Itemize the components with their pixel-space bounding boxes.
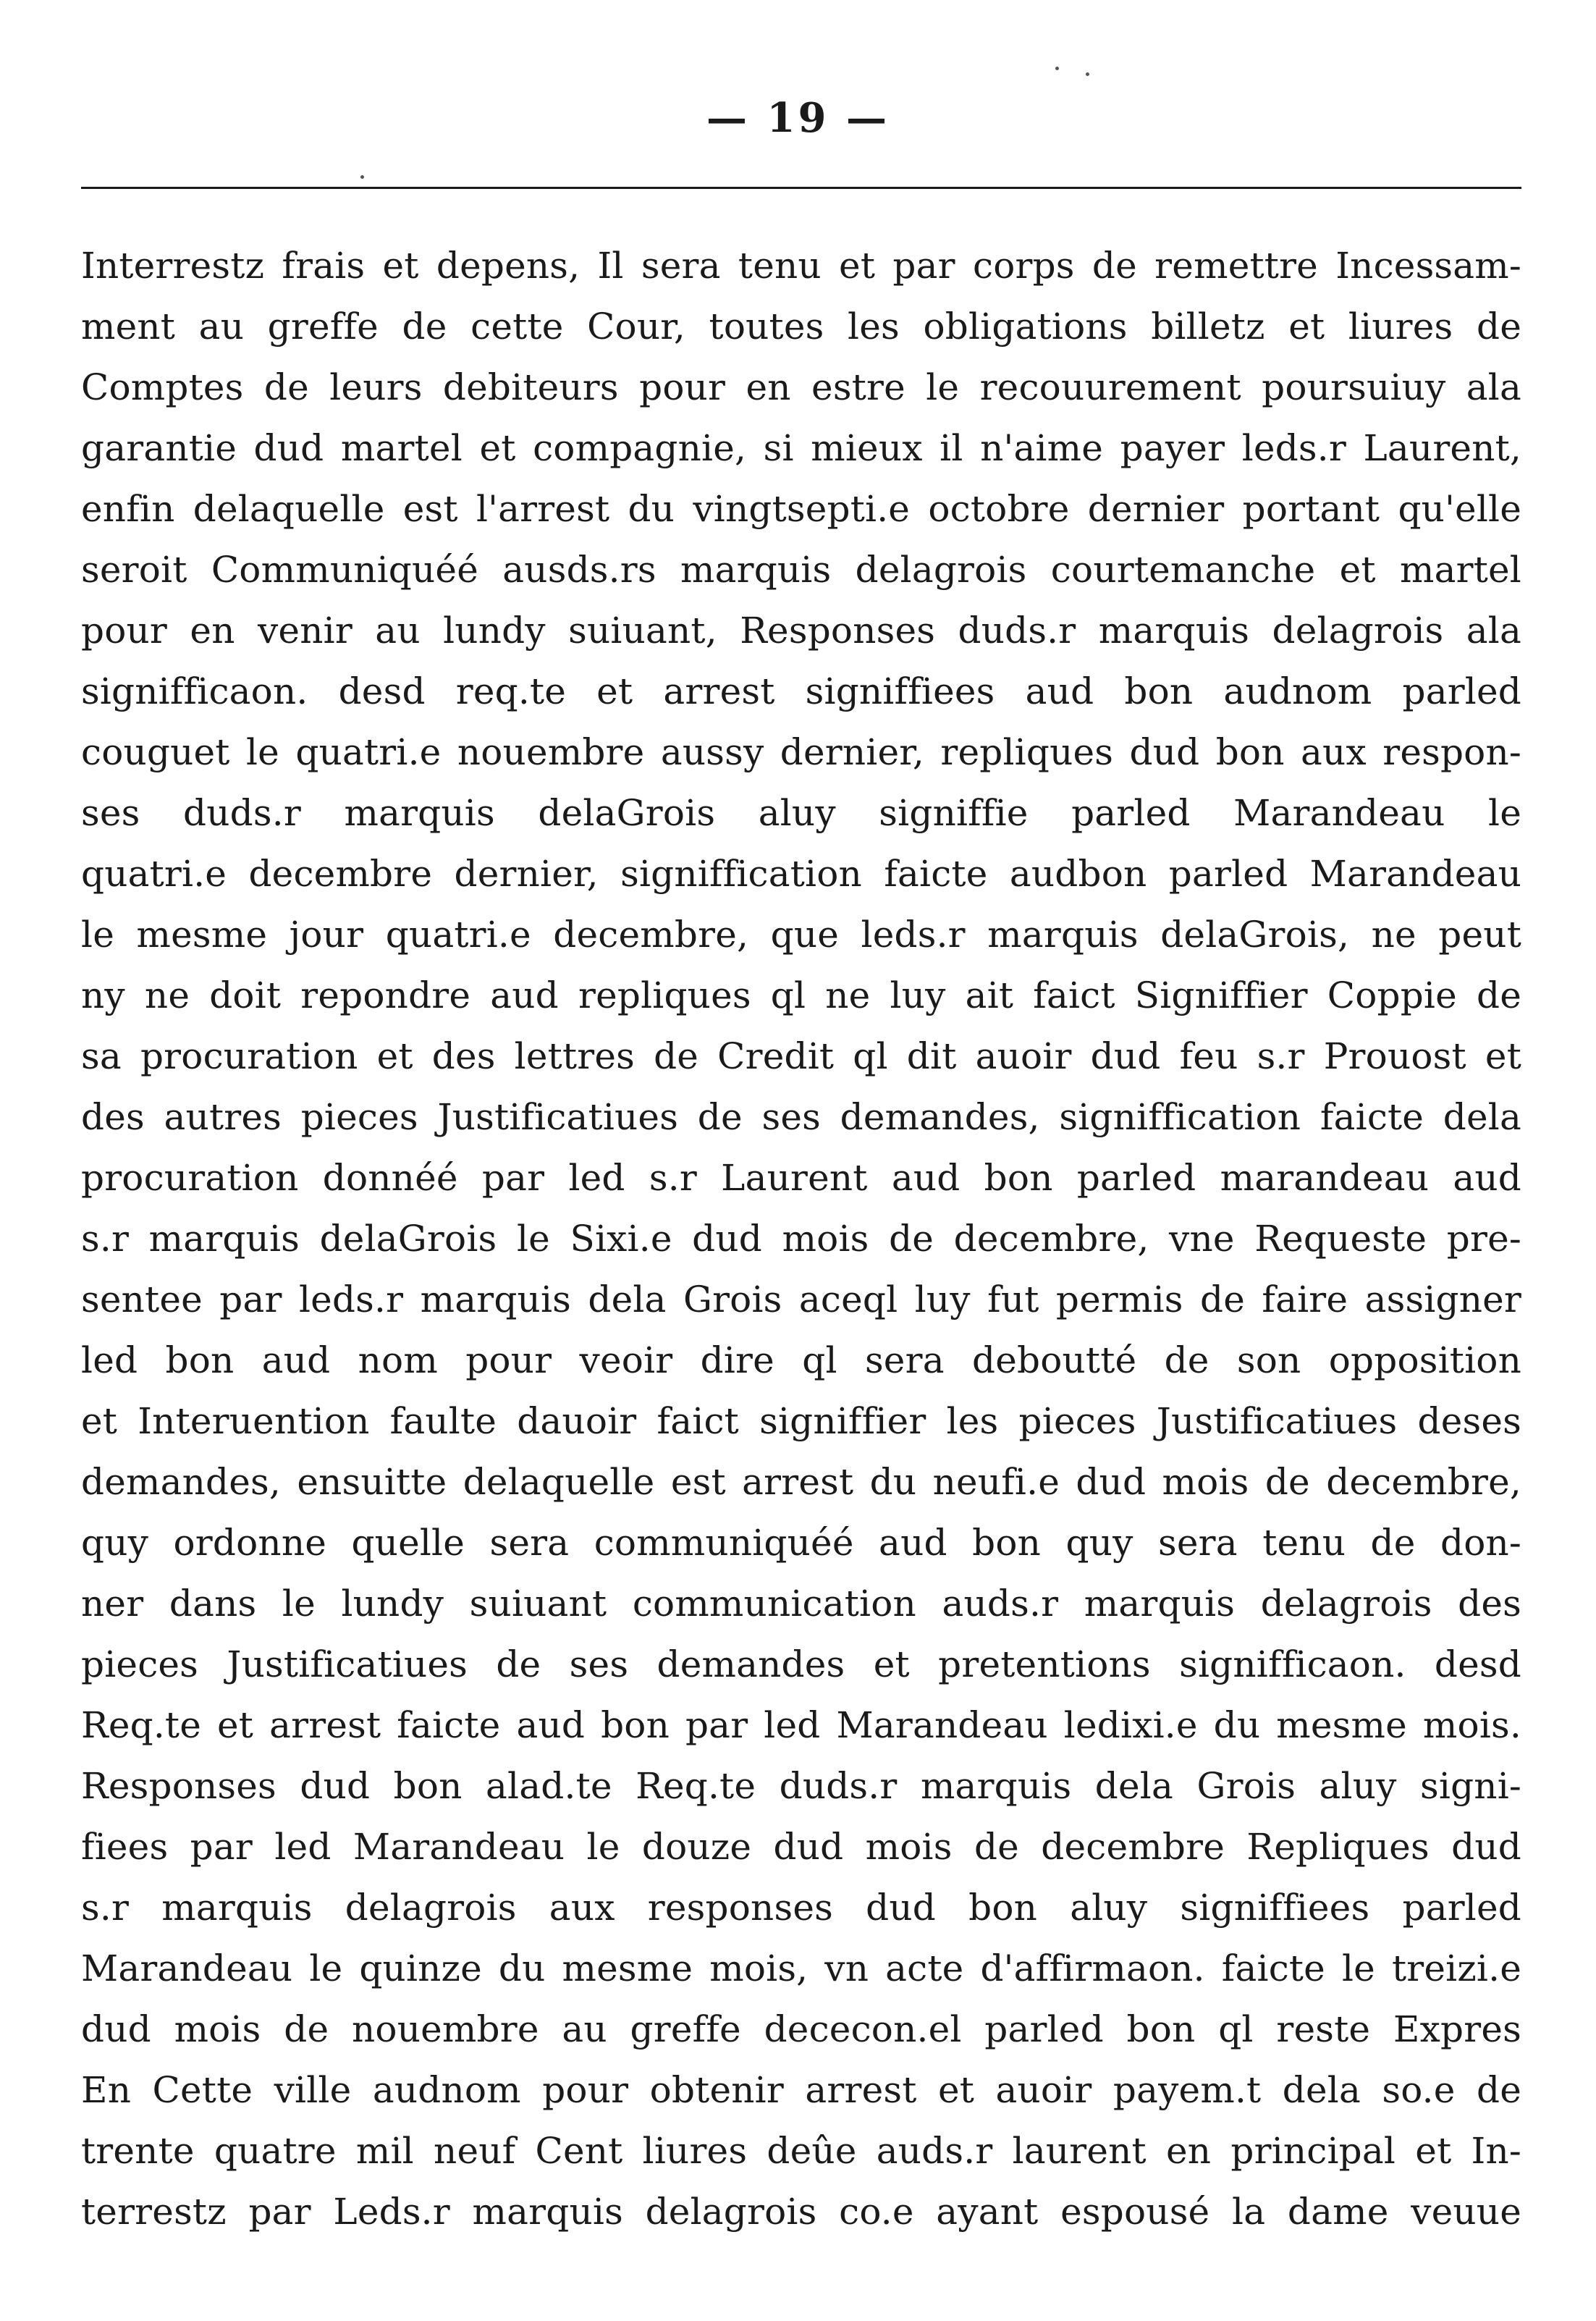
print-speck [1086,72,1089,76]
text-line: seroit Communiquéé ausds.rs marquis delagrois courtemanche et martel [81,549,1521,591]
text-line: En Cette ville audnom pour obtenir arrest et auoir payem.t dela so.e de [81,2069,1521,2111]
text-line: ner dans le lundy suiuant communication auds.r marquis delagrois des [81,1583,1521,1625]
text-line: des autres pieces Justificatiues de ses demandes, signiffication faicte dela [81,1096,1521,1138]
text-line: pour en venir au lundy suiuant, Responses duds.r marquis delagrois ala [81,610,1521,652]
text-line: ses duds.r marquis delaGrois aluy signiffie parled Marandeau le [81,792,1521,834]
text-line: led bon aud nom pour veoir dire ql sera deboutté de son opposition [81,1339,1521,1381]
text-line: pieces Justificatiues de ses demandes et pretentions signifficaon. desd [81,1643,1521,1685]
text-line: et Interuention faulte dauoir faict signiffier les pieces Justificatiues deses [81,1400,1521,1442]
page-number: — 19 — [706,94,890,142]
text-line: Marandeau le quinze du mesme mois, vn acte d'affirmaon. faicte le treizi.e [81,1947,1521,1989]
text-line: sentee par leds.r marquis dela Grois aceql luy fut permis de faire assigner [81,1279,1521,1320]
print-speck [1055,67,1059,70]
header-rule [81,187,1521,189]
text-line: demandes, ensuitte delaquelle est arrest du neufi.e dud mois de decembre, [81,1461,1521,1503]
text-line: garantie dud martel et compagnie, si mieux il n'aime payer leds.r Laurent, [81,427,1521,469]
text-line: le mesme jour quatri.e decembre, que leds.r marquis delaGrois, ne peut [81,914,1521,956]
text-line: procuration donnéé par led s.r Laurent aud bon parled marandeau aud [81,1157,1521,1199]
print-speck [360,175,364,179]
text-line: s.r marquis delagrois aux responses dud bon aluy signiffiees parled [81,1887,1521,1929]
text-line: trente quatre mil neuf Cent liures deûe auds.r laurent en principal et In- [81,2130,1521,2172]
text-line: terrestz par Leds.r marquis delagrois co.e ayant espousé la dame veuue [81,2191,1521,2233]
text-line: Interrestz frais et depens, Il sera tenu et par corps de remettre Incessam- [81,245,1521,287]
text-line: signifficaon. desd req.te et arrest signiffiees aud bon audnom parled [81,670,1521,712]
text-line: sa procuration et des lettres de Credit ql dit auoir dud feu s.r Prouost et [81,1035,1521,1077]
text-line: Responses dud bon alad.te Req.te duds.r marquis dela Grois aluy signi- [81,1765,1521,1807]
body-text [81,235,1521,2242]
text-line: quatri.e decembre dernier, signiffication faicte audbon parled Marandeau [81,853,1521,895]
text-line: Comptes de leurs debiteurs pour en estre le recouurement poursuiuy ala [81,366,1521,408]
text-line: enfin delaquelle est l'arrest du vingtsepti.e octobre dernier portant qu'elle [81,488,1521,530]
text-line: dud mois de nouembre au greffe dececon.el parled bon ql reste Expres [81,2008,1521,2050]
text-line: Req.te et arrest faicte aud bon par led Marandeau ledixi.e du mesme mois. [81,1704,1521,1746]
text-line: quy ordonne quelle sera communiquéé aud bon quy sera tenu de don- [81,1522,1521,1564]
text-line: fiees par led Marandeau le douze dud mois de decembre Repliques dud [81,1826,1521,1868]
text-line: s.r marquis delaGrois le Sixi.e dud mois de decembre, vne Requeste pre- [81,1218,1521,1260]
text-line: ment au greffe de cette Cour, toutes les obligations billetz et liures de [81,306,1521,347]
text-line: ny ne doit repondre aud repliques ql ne luy ait faict Signiffier Coppie de [81,974,1521,1016]
text-line: couguet le quatri.e nouembre aussy dernier, repliques dud bon aux respon- [81,731,1521,773]
